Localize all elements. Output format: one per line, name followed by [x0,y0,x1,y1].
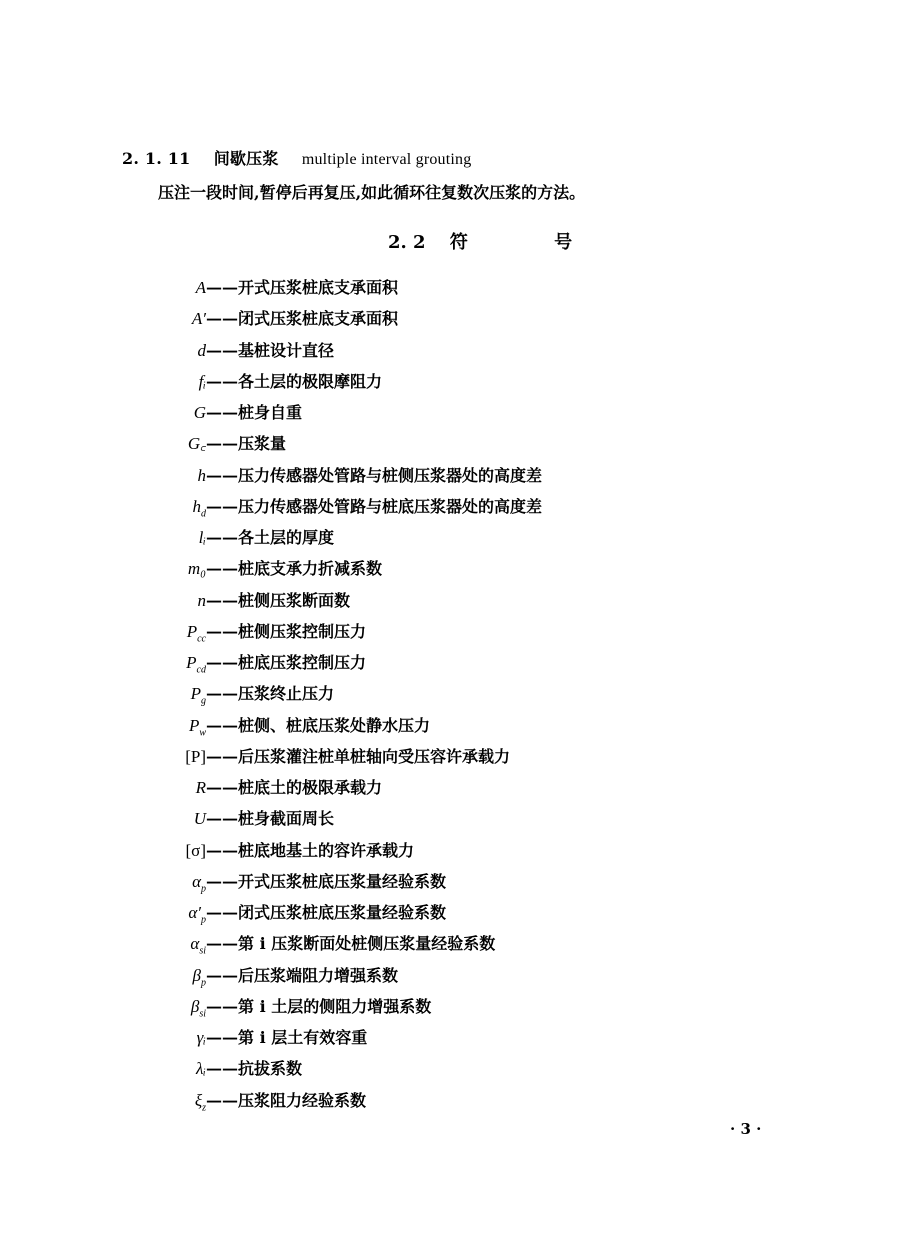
symbol-term: $P_{cd}$ [186,653,206,676]
term-name-cn: 间歇压浆 [213,149,279,168]
symbol-description: ——桩侧压浆控制压力 [206,621,367,641]
symbol-term: [P] [185,746,206,766]
symbol-term: $h_d$ [192,496,206,520]
symbol-description: ——桩侧、桩底压浆处静水压力 [206,715,431,735]
symbol-row [0,619,898,650]
symbol-description: ——后压浆端阻力增强系数 [206,965,399,985]
symbol-term: n [197,590,206,610]
symbol-row [0,275,898,306]
symbol-row [0,963,898,994]
symbol-term: A′ [191,309,206,329]
symbol-term: G [193,403,206,422]
symbol-description: ——桩底地基土的容许承载力 [206,840,415,860]
symbol-description: ——桩底压浆控制压力 [206,653,367,672]
symbol-description: ——第 i 压浆断面处桩侧压浆量经验系数 [206,934,496,954]
symbol-term: $\alpha_p$ [192,871,206,895]
symbol-term: $\beta_p$ [192,965,206,988]
symbol-row [0,1056,898,1087]
term-heading [122,146,471,169]
symbol-row [0,681,898,712]
symbol-row [0,994,898,1025]
symbol-description: ——开式压浆桩底支承面积 [206,278,399,297]
symbol-row [0,338,898,369]
term-number: 2. 1. 11 [122,149,191,168]
symbol-row [0,1088,898,1119]
symbol-row [0,713,898,744]
section-title: 符 号 [449,232,613,253]
symbol-term: fᵢ [198,371,206,391]
page-number: · 3 · [730,1120,762,1138]
symbol-row [0,744,898,775]
symbol-term: $P_w$ [188,715,206,738]
symbol-row [0,869,898,900]
symbol-term: G꜀ [187,434,206,454]
symbol-description: ——第 i 土层的侧阻力增强系数 [206,996,432,1016]
symbol-description: ——抗拔系数 [206,1059,303,1079]
symbol-row [0,650,898,681]
symbol-row [0,525,898,556]
symbol-row [0,400,898,431]
symbol-term: $\xi_z$ [194,1090,206,1113]
symbol-row [0,494,898,525]
section-heading [388,228,612,254]
symbol-term: $P_{cc}$ [186,621,206,645]
symbol-term: R [195,778,206,797]
symbol-row [0,806,898,837]
symbol-description: ——后压浆灌注桩单桩轴向受压容许承载力 [206,746,511,766]
symbol-description: ——压浆终止压力 [206,684,335,704]
section-number: 2. 2 [388,232,426,253]
symbol-term: $\alpha'_p$ [188,903,206,926]
symbol-row [0,431,898,462]
symbol-term: [σ] [185,840,206,860]
symbol-term: lᵢ [198,528,206,547]
symbol-term: $\beta_{si}$ [190,996,206,1020]
symbol-description: ——桩侧压浆断面数 [206,590,351,610]
symbol-description: ——压浆阻力经验系数 [206,1090,367,1110]
symbol-row [0,1025,898,1056]
symbol-term: γᵢ [196,1028,206,1047]
symbol-row [0,306,898,337]
symbol-term: $P_g$ [190,684,206,707]
term-name-en: multiple interval grouting [301,151,472,168]
symbol-row [0,463,898,494]
symbol-term: m₀ [187,559,206,579]
symbol-description: ——桩身截面周长 [206,809,335,829]
symbol-term: d [197,340,206,360]
symbol-description: ——压力传感器处管路与桩侧压浆器处的高度差 [206,465,543,485]
symbol-row [0,775,898,806]
symbol-row [0,838,898,869]
symbol-row [0,369,898,400]
symbol-term: U [193,809,206,829]
symbol-description: ——各土层的极限摩阻力 [206,371,383,391]
symbol-term: λᵢ [195,1059,206,1079]
symbol-description: ——基桩设计直径 [206,340,335,360]
symbol-row [0,588,898,619]
term-definition: 压注一段时间,暂停后再复压,如此循环往复数次压浆的方法。 [158,183,586,202]
symbol-description: ——各土层的厚度 [206,528,335,547]
symbol-description: ——桩身自重 [206,403,303,422]
symbol-row [0,556,898,587]
symbol-description: ——闭式压浆桩底支承面积 [206,309,399,329]
symbol-term: $\alpha_{si}$ [190,934,206,957]
symbol-row [0,900,898,931]
symbol-description: ——压浆量 [206,434,287,454]
symbol-description: ——开式压浆桩底压浆量经验系数 [206,871,447,891]
symbol-term: A [195,278,206,297]
symbol-description: ——桩底支承力折减系数 [206,559,383,579]
symbol-description: ——闭式压浆桩底压浆量经验系数 [206,903,447,922]
symbol-description: ——第 i 层土有效容重 [206,1028,368,1047]
symbol-description: ——压力传感器处管路与桩底压浆器处的高度差 [206,496,543,516]
symbol-description: ——桩底土的极限承载力 [206,778,383,797]
symbol-row [0,931,898,962]
symbol-term: h [197,465,206,485]
